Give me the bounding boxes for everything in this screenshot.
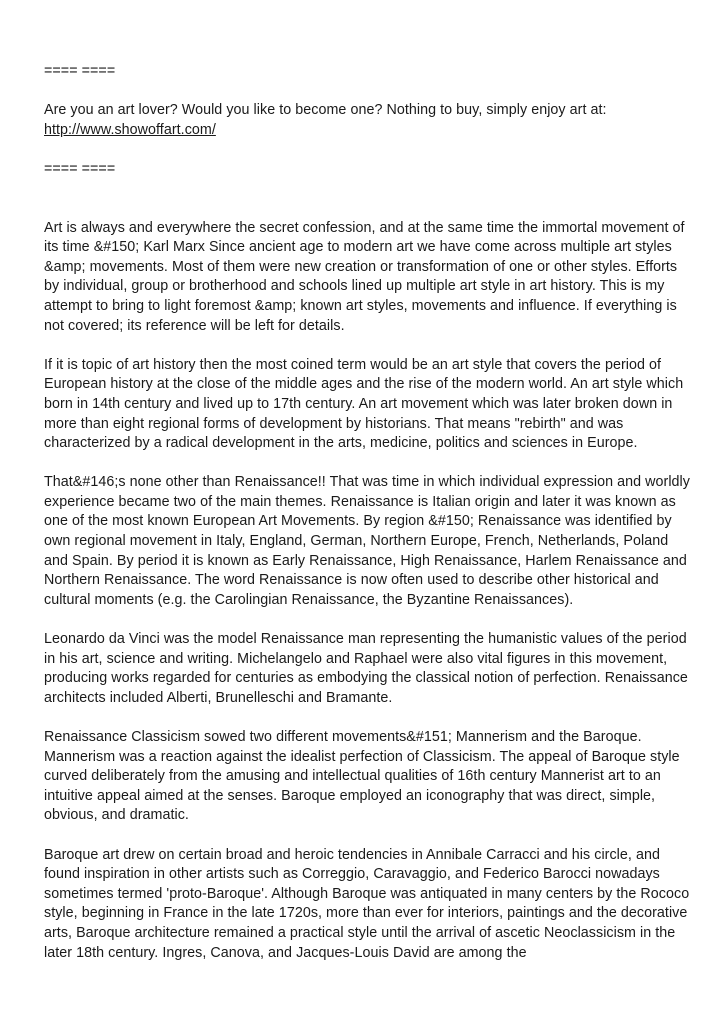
promo-text: Are you an art lover? Would you like to become one? Nothing to buy, simply enjoy art at: — [44, 102, 607, 119]
spacer — [44, 180, 692, 219]
document-page — [44, 62, 692, 963]
paragraph: If it is topic of art history then the most coined term would be an art style that covers the period of European history at the close of the middle ages and the rise of the modern world. An art style which born in 14th century and lived up to 17th century. An art movement which was later broken down in more than eight regional forms of development by historians. That means "rebirth" and was characterized by a radical development in the arts, medicine, politics and sciences in Europe. — [44, 356, 684, 452]
spacer — [44, 708, 692, 728]
spacer — [44, 826, 692, 846]
spacer — [44, 336, 692, 356]
separator-bottom: ==== ==== — [44, 160, 116, 177]
paragraph: Renaissance Classicism sowed two different movements&#151; Mannerism and the Baroque. Mannerism was a reaction against the idealist perfection of Classicism. The appeal of Baroque style curved deliberately from the amusing and intellectual qualities of 16th century Mannerist art to an intuitive appeal aimed at the senses. Baroque employed an iconography that was direct, simple, obvious, and dramatic. — [44, 729, 680, 824]
spacer — [44, 82, 692, 102]
paragraph: Art is always and everywhere the secret confession, and at the same time the immortal movement of its time &#150; Karl Marx Since ancient age to modern art we have come across multiple art styles &amp; movements. Most of them were new creation or transformation of one or other styles. Efforts by individual, group or brotherhood and schools lined up multiple art style in art history. This is my attempt to bring to light foremost &amp; known art styles, movements and influence. If everything is not covered; its reference will be left for details. — [44, 219, 685, 334]
promo-link[interactable]: http://www.showoffart.com/ — [44, 121, 216, 138]
spacer — [44, 454, 692, 474]
paragraph: Baroque art drew on certain broad and heroic tendencies in Annibale Carracci and his circle, and found inspiration in other artists such as Correggio, Caravaggio, and Federico Barocci nowadays sometimes termed 'proto-Baroque'. Although Baroque was antiquated in many centers by the Rococo style, beginning in France in the late 1720s, more than ever for interiors, paintings and the decorative arts, Baroque architecture remained a practical style until the arrival of ascetic Neoclassicism in the later 18th century. Ingres, Canova, and Jacques-Louis David are among the — [44, 846, 690, 961]
spacer — [44, 610, 692, 630]
spacer — [44, 140, 692, 160]
paragraph: That&#146;s none other than Renaissance!! That was time in which individual expression and worldly experience became two of the main themes. Renaissance is Italian origin and later it was known as one of the most known European Art Movements. By region &#150; Renaissance was identified by own regional movement in Italy, England, German, Northern Europe, French, Netherlands, Poland and Spain. By period it is known as Early Renaissance, High Renaissance, Harlem Renaissance and Northern Renaissance. The word Renaissance is now often used to describe other historical and cultural moments (e.g. the Carolingian Renaissance, the Byzantine Renaissances). — [44, 474, 690, 608]
paragraph: Leonardo da Vinci was the model Renaissance man representing the humanistic values of the period in his art, science and writing. Michelangelo and Raphael were also vital figures in this movement, producing works regarded for centuries as embodying the classical notion of perfection. Renaissance architects included Alberti, Brunelleschi and Bramante. — [44, 631, 688, 706]
separator-top: ==== ==== — [44, 63, 116, 79]
